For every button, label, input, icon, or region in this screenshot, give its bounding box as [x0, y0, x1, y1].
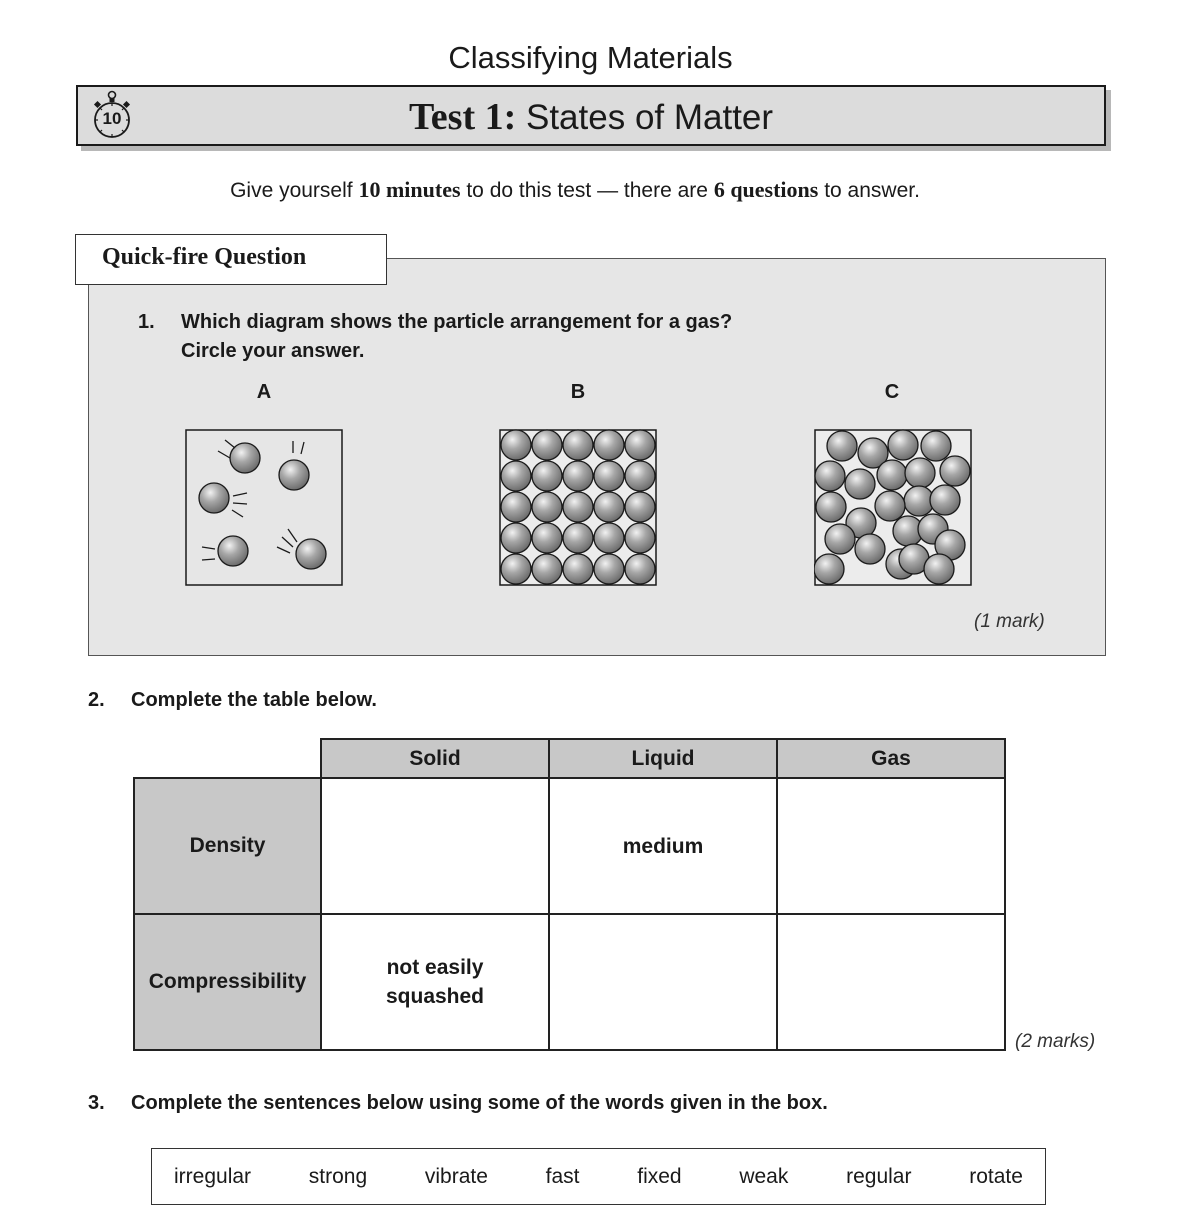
word-bank-item: irregular [174, 1164, 252, 1188]
table-header-row [134, 739, 1005, 778]
particle [563, 554, 593, 584]
diagram-a-gas[interactable] [185, 429, 343, 586]
word-bank-item: regular [846, 1164, 912, 1188]
particle [501, 461, 531, 491]
particle [563, 492, 593, 522]
particle [532, 461, 562, 491]
word-bank-item: strong [308, 1164, 368, 1188]
question-3-text: Complete the sentences below using some of the words given in the box. [131, 1092, 828, 1114]
particle [594, 430, 624, 460]
particle [921, 431, 951, 461]
cell-density-solid[interactable] [321, 778, 549, 914]
test-name: States of Matter [516, 98, 774, 137]
particle [501, 492, 531, 522]
question-1-line2: Circle your answer. [181, 340, 365, 362]
column-header-liquid: Liquid [549, 739, 777, 778]
test-banner [76, 85, 1106, 146]
question-2-marks: (2 marks) [1015, 1031, 1096, 1052]
particle [218, 536, 248, 566]
particle [815, 461, 845, 491]
table-row [134, 778, 1005, 914]
column-header-solid: Solid [321, 739, 549, 778]
particle [594, 554, 624, 584]
cell-compressibility-gas[interactable] [777, 914, 1005, 1050]
particle [825, 524, 855, 554]
option-c-label[interactable]: C [884, 381, 900, 403]
particle [625, 554, 655, 584]
question-1-number: 1. [138, 311, 155, 333]
instructions-prefix: Give yourself [230, 179, 359, 202]
timer-minutes: 10 [102, 109, 122, 128]
question-2-text: Complete the table below. [131, 689, 377, 711]
particle [845, 469, 875, 499]
word-bank-item: vibrate [424, 1164, 488, 1188]
cell-density-liquid: medium [549, 778, 777, 914]
time-limit: 10 minutes [358, 177, 461, 202]
question-2-number: 2. [88, 689, 105, 711]
instructions [0, 177, 1150, 203]
cell-compressibility-solid: not easily squashed [321, 914, 549, 1050]
word-bank-item: rotate [969, 1164, 1023, 1188]
option-a-label[interactable]: A [256, 381, 272, 403]
particle [563, 523, 593, 553]
table-row [134, 914, 1005, 1050]
diagram-b-solid[interactable] [499, 429, 657, 586]
test-label: Test 1: [408, 96, 517, 138]
particle [625, 461, 655, 491]
particle [563, 430, 593, 460]
particle [625, 430, 655, 460]
particle [279, 460, 309, 490]
word-bank-item: weak [739, 1164, 789, 1188]
word-bank-item: fast [545, 1164, 580, 1188]
particle [501, 554, 531, 584]
diagram-c-liquid[interactable] [814, 429, 972, 586]
test-title [78, 95, 1104, 139]
particle [924, 554, 954, 584]
row-header-density: Density [134, 778, 321, 914]
particle [888, 430, 918, 460]
word-bank-item: fixed [637, 1164, 682, 1188]
row-header-compressibility: Compressibility [134, 914, 321, 1050]
section-title: Classifying Materials [448, 40, 733, 75]
particle [594, 492, 624, 522]
particle [296, 539, 326, 569]
particle [877, 460, 907, 490]
particle [532, 492, 562, 522]
particle [625, 492, 655, 522]
question-3-number: 3. [88, 1092, 105, 1114]
particle [532, 554, 562, 584]
particle [532, 430, 562, 460]
cell-compressibility-liquid[interactable] [549, 914, 777, 1050]
question-1-line1: Which diagram shows the particle arrangement for a gas? [181, 311, 733, 333]
instructions-middle: to do this test — there are [460, 179, 714, 202]
word-bank [151, 1148, 1046, 1205]
particle [940, 456, 970, 486]
particle [199, 483, 229, 513]
particle [563, 461, 593, 491]
column-header-gas: Gas [777, 739, 1005, 778]
particle [594, 523, 624, 553]
particle [625, 523, 655, 553]
instructions-suffix: to answer. [818, 179, 920, 202]
question-count: 6 questions [713, 177, 819, 202]
particle [814, 554, 844, 584]
particle [594, 461, 624, 491]
particle [532, 523, 562, 553]
question-1-marks: (1 mark) [974, 611, 1045, 632]
option-b-label[interactable]: B [570, 381, 586, 403]
question-1-text [181, 308, 732, 366]
states-table [133, 738, 1006, 1051]
particle [501, 430, 531, 460]
particle [875, 491, 905, 521]
particle [816, 492, 846, 522]
particle [930, 485, 960, 515]
particle [905, 458, 935, 488]
table-corner [134, 739, 321, 778]
particle [855, 534, 885, 564]
particle [501, 523, 531, 553]
cell-density-gas[interactable] [777, 778, 1005, 914]
quick-fire-tab: Quick-fire Question [75, 234, 387, 285]
particle [827, 431, 857, 461]
